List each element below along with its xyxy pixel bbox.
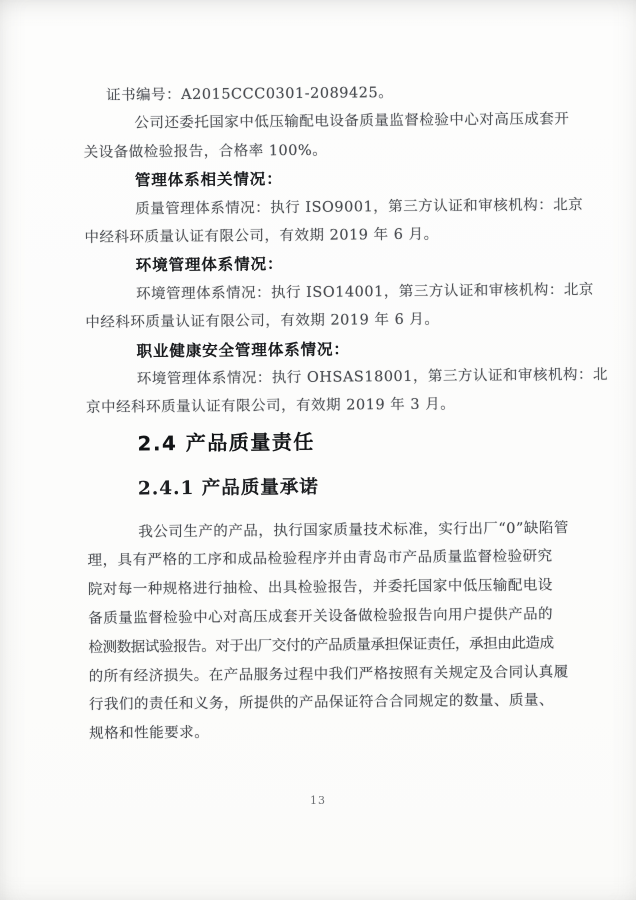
paragraph-line: 的所有经济损失。在产品服务过程中我们严格按照有关规定及合同认真履 [88,664,569,685]
body-line: 中经科环质量认证有限公司，有效期 2019 年 6 月。 [85,311,440,332]
subsection-heading-2-4-1: 2.4.1 产品质量承诺 [137,476,319,500]
body-line: 环境管理体系情况：执行 OHSAS18001，第三方认证和审核机构：北 [136,366,609,388]
occupational-health-heading: 职业健康安全管理体系情况： [136,339,350,361]
body-line: 京中经科环质量认证有限公司，有效期 2019 年 3 月。 [86,396,456,417]
page-content [83,77,609,749]
paragraph-line: 行我们的责任和义务，所提供的产品保证符合合同规定的数量、质量、 [88,692,555,714]
paragraph-line: 规格和性能要求。 [89,725,210,743]
quality-commitment-paragraph [87,514,567,749]
certificate-number-line: 证书编号：A2015CCC0301-2089425。 [106,85,394,104]
paragraph-line: 检测数据试验报告。对于出厂交付的产品质量承担保证责任，承担由此造成 [88,635,554,656]
management-system-heading: 管理体系相关情况： [134,170,283,190]
page-number: 13 [310,794,326,807]
paragraph-line: 我公司生产的产品，执行国家质量技术标准，实行出厂“0”缺陷管 [138,520,569,541]
body-line: 关设备做检验报告，合格率 100%。 [83,142,328,161]
body-line: 公司还委托国家中低压输配电设备质量监督检验中心对高压成套开 [134,111,570,132]
body-line: 中经科环质量认证有限公司，有效期 2019 年 6 月。 [84,226,439,246]
body-line: 环境管理体系情况：执行 ISO14001，第三方认证和审核机构：北京 [135,281,594,303]
body-line: 质量管理体系情况：执行 ISO9001，第三方认证和审核机构：北京 [135,196,584,218]
environment-system-heading: 环境管理体系情况： [135,255,284,275]
section-heading-2-4: 2.4 产品质量责任 [137,429,315,456]
paragraph-line: 院对每一种规格进行抽检、出具检验报告，并委托国家中低压输配电设 [87,577,553,599]
paragraph-line: 理，具有严格的工序和成品检验程序并由青岛市产品质量监督检验研究 [87,548,553,570]
paragraph-line: 备质量监督检验中心对高压成套开关设备做检验报告向用户提供产品的 [88,606,554,628]
